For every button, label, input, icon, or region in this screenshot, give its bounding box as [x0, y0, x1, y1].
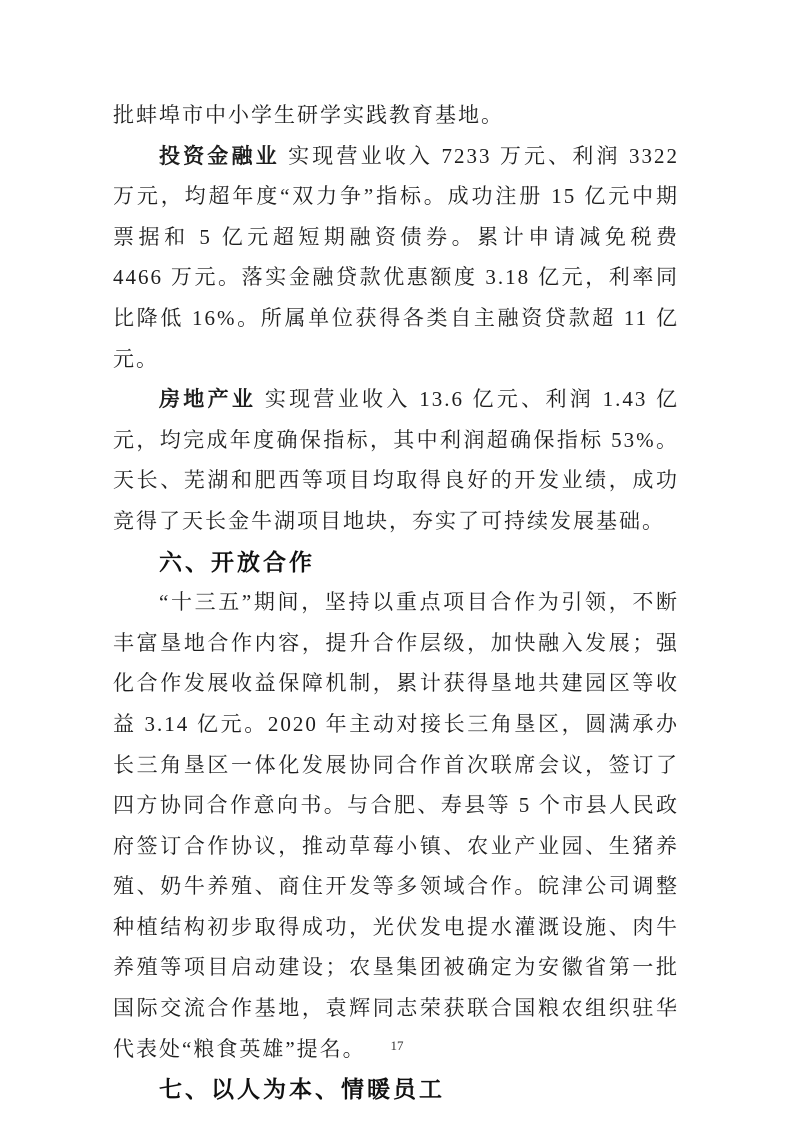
paragraph-cooperation	[113, 582, 679, 1069]
real-estate-lead: 房地产业	[159, 387, 257, 412]
section-heading-people-oriented: 七、以人为本、情暖员工	[159, 1076, 445, 1103]
paragraph-cooperation-text: “十三五”期间，坚持以重点项目合作为引领，不断丰富垦地合作内容，提升合作层级，加快融入发展；强化合作发展收益保障机制，累计获得垦地共建园区等收益 3.14 亿元。2020 年主动对接长三角垦区，圆满承办长三角垦区一体化发展协同合作首次联席会议，签订了四方协同合作意向书。与合肥、寿县等 5 个市县人民政府签订合作协议，推动草莓小镇、农业产业园、生猪养殖、奶牛养殖、商住开发等多领域合作。皖津公司调整种植结构初步取得成功，光伏发电提水灌溉设施、肉牛养殖等项目启动建设；农垦集团被确定为安徽省第一批国际交流合作基地，袁辉同志荣获联合国粮农组织驻华代表处“粮食英雄”提名。	[113, 590, 679, 1061]
paragraph-investment-finance	[113, 136, 679, 380]
paragraph-real-estate	[113, 379, 679, 541]
page-content	[113, 95, 679, 1110]
page-number: 17	[390, 1038, 404, 1053]
section-heading-opening-cooperation: 六、开放合作	[159, 548, 315, 575]
real-estate-text: 实现营业收入 13.6 亿元、利润 1.43 亿元，均完成年度确保指标，其中利润超确保指标 53%。天长、芜湖和肥西等项目均取得良好的开发业绩，成功竞得了天长金牛湖项目地块，夯实了可持续发展基础。	[113, 387, 679, 533]
investment-finance-lead: 投资金融业	[159, 143, 280, 168]
paragraph-continuation	[113, 95, 679, 136]
investment-finance-text: 实现营业收入 7233 万元、利润 3322 万元，均超年度“双力争”指标。成功注册 15 亿元中期票据和 5 亿元超短期融资债券。累计申请减免税费 4466 万元。落实金融贷款优惠额度 3.18 亿元，利率同比降低 16%。所属单位获得各类自主融资贷款超 11 亿元。	[113, 143, 679, 371]
paragraph-continuation-text: 批蚌埠市中小学生研学实践教育基地。	[113, 103, 504, 127]
